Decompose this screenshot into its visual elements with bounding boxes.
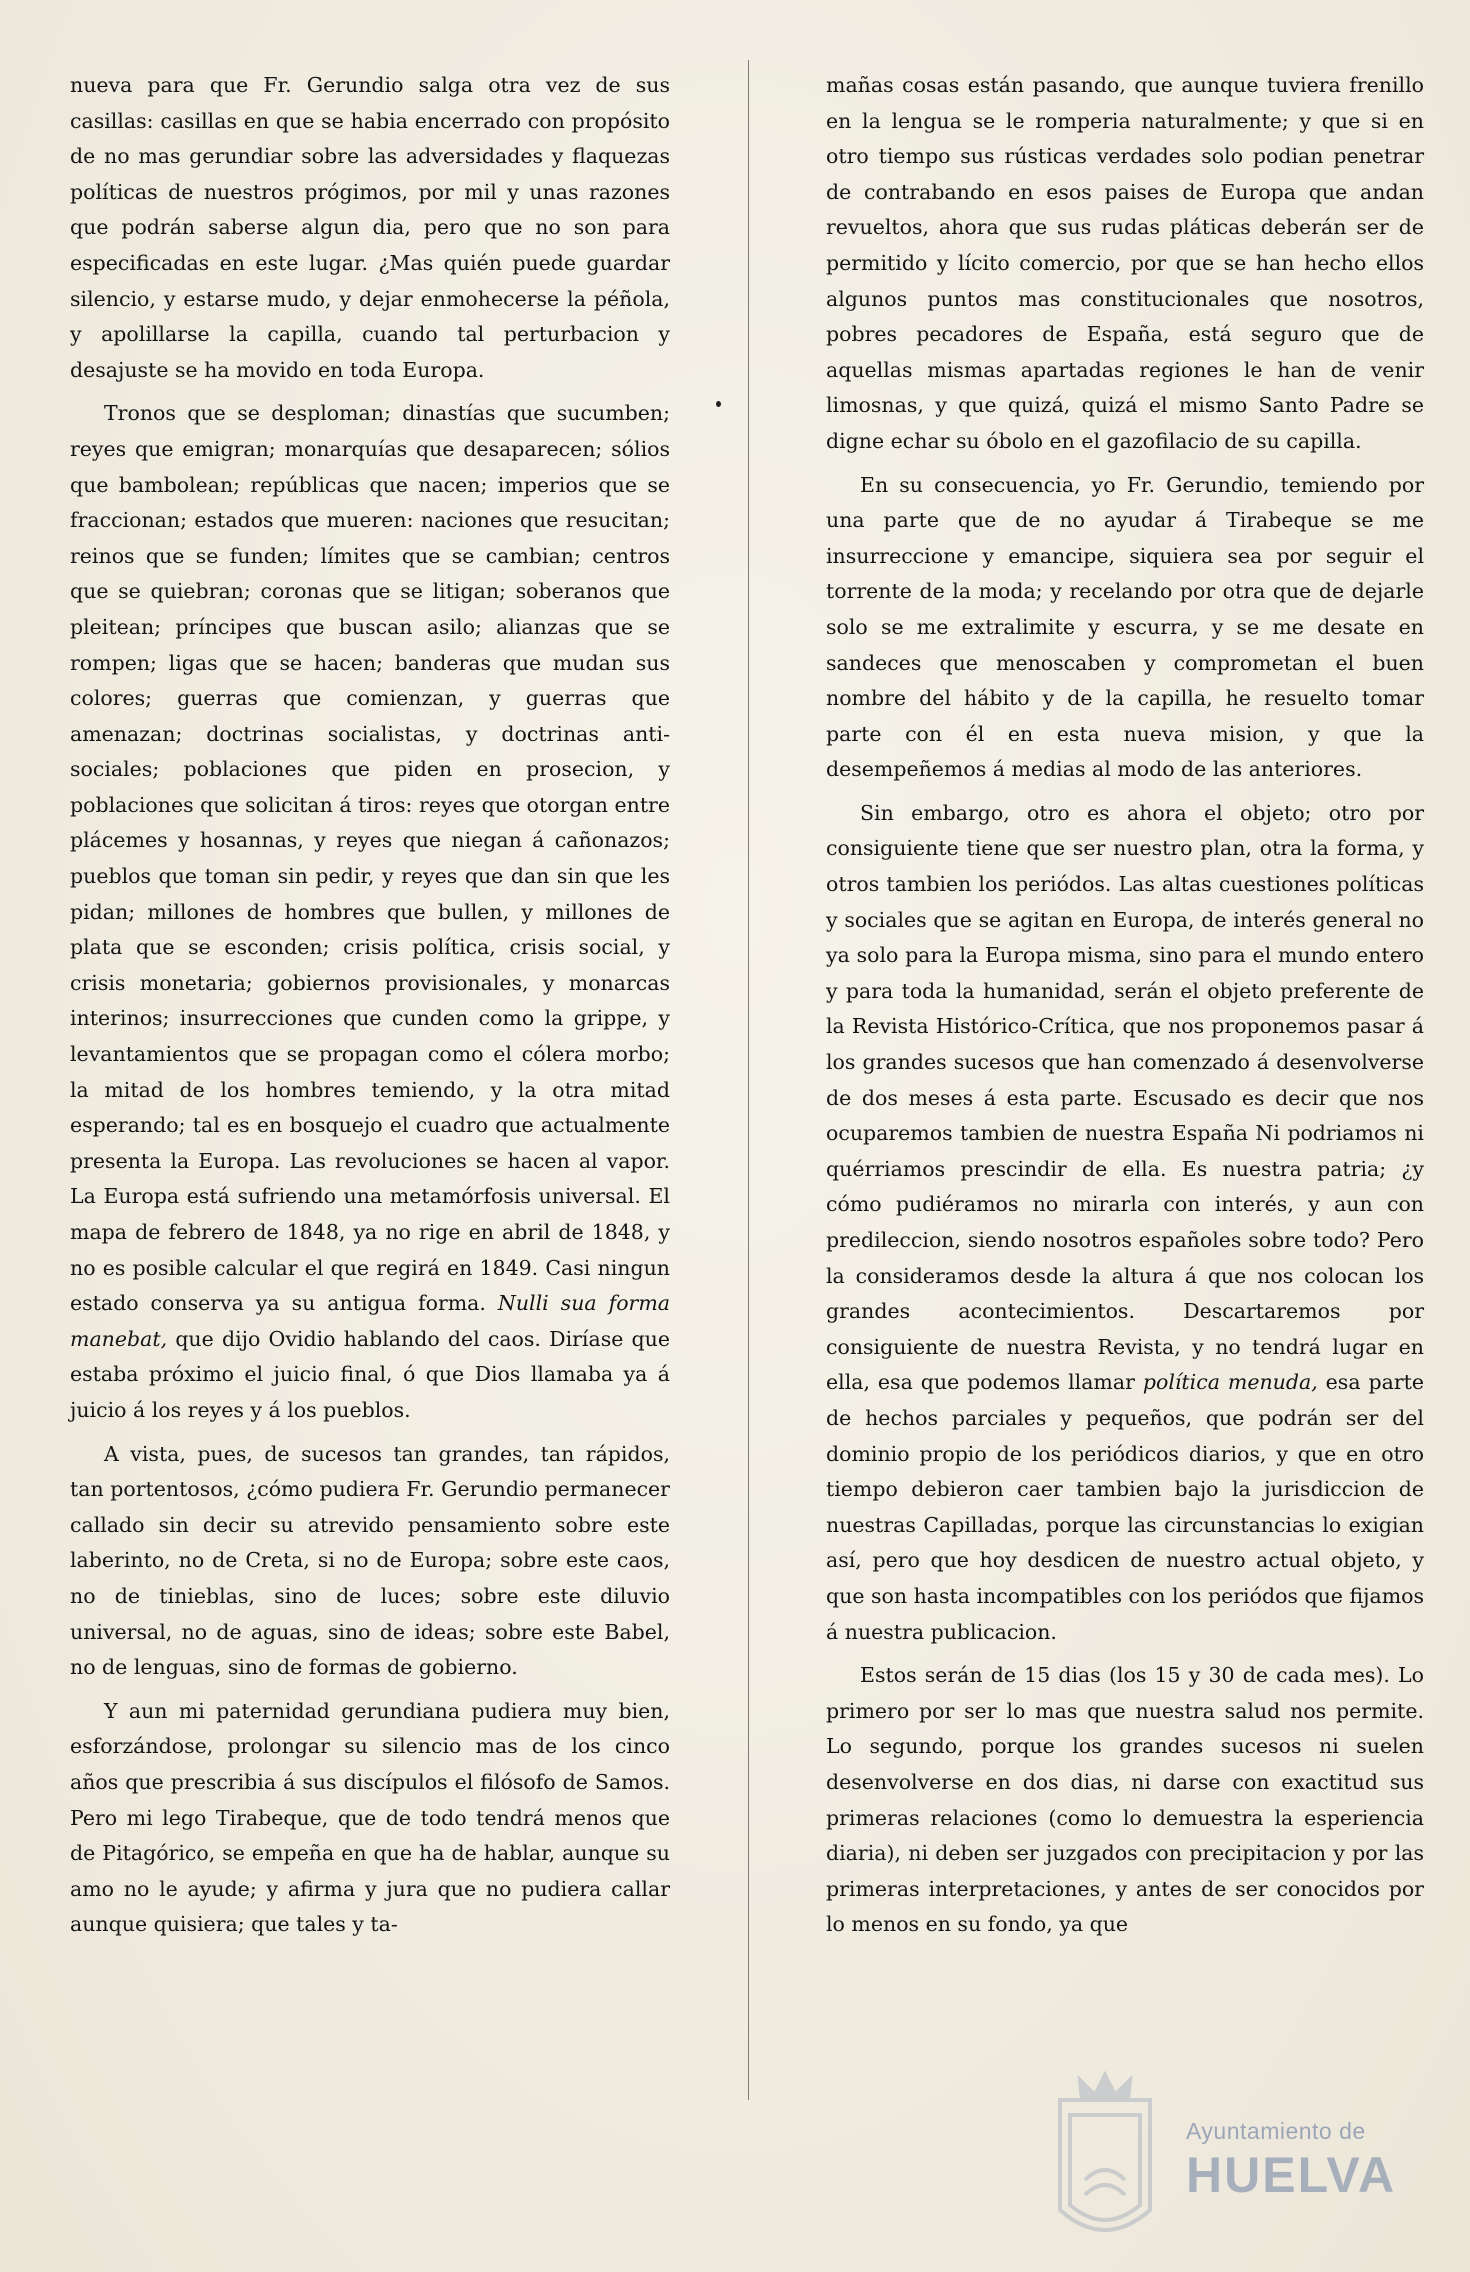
right-paragraph-1: mañas cosas están pasando, que aunque tuviera frenillo en la lengua se le romperia naturalmente; y que si en otro tiempo sus rústicas verdades solo podian penetrar de contrabando en esos paises de Europa que andan revueltos, ahora que sus rudas pláticas deberán ser de permitido y lícito comercio, por que se han hecho ellos algunos puntos mas constitucionales que nosotros, pobres pecadores de España, está seguro que de aquellas mismas apartadas regiones le han de venir limosnas, y que quizá, quizá el mismo Santo Padre se digne echar su óbolo en el gazofilacio de su capilla. [826, 73, 1424, 453]
left-column [70, 68, 670, 1951]
right-column [826, 68, 1424, 1951]
latin-quote: Nulli sua forma manebat, [70, 1291, 670, 1351]
right-paragraph-2: En su consecuencia, yo Fr. Gerundio, temiendo por una parte que de no ayudar á Tirabeque se me insurreccione y emancipe, siquiera sea por seguir el torrente de la moda; y recelando por otra que de dejarle solo se me extralimite y escurra, y se me desate en sandeces que menoscaben y comprometan el buen nombre del hábito y de la capilla, he resuelto tomar parte con él en esta nueva mision, y que la desempeñemos á medias al modo de las anteriores. [826, 472, 1424, 782]
ink-dot [716, 401, 721, 407]
column-divider [748, 60, 749, 2100]
watermark-line-1: Ayuntamiento de [1186, 2118, 1366, 2144]
right-paragraph-3: Sin embargo, otro es ahora el objeto; otro por consiguiente tiene que ser nuestro plan, otra la forma, y otros tambien los periódos. Las altas cuestiones políticas y sociales que se agitan en Europa, de interés general no ya solo para la Europa misma, sino para el mundo entero y para toda la humanidad, serán el objeto preferente de la Revista Histórico-Crítica, que nos proponemos pasar á los grandes sucesos que han comenzado á desenvolverse de dos meses á esta parte. Escusado es decir que nos ocuparemos tambien de nuestra España Ni podriamos ni quérriamos prescindir de ella. Es nuestra patria; ¿y cómo pudiéramos no mirarla con interés, y aun con predileccion, siendo nosotros españoles sobre todo? Pero la consideramos desde la altura á que nos colocan los grandes acontecimientos. Descartaremos por consiguiente de nuestra Revista, y no tendrá lugar en ella, esa que podemos llamar política menuda, esa parte de hechos parciales y pequeños, que podrán ser del dominio propio de los periódicos diarios, y que en otro tiempo debieron caer tambien bajo la jurisdiccion de nuestras Capilladas, porque las circunstancias lo exigian así, pero que hoy desdicen de nuestro actual objeto, y que son hasta incompatibles con los periódos que fijamos á nuestra publicacion. [826, 800, 1425, 1644]
right-paragraph-4: Estos serán de 15 dias (los 15 y 30 de cada mes). Lo primero por ser lo mas que nuestra salud nos permite. Lo segundo, porque los grandes sucesos ni suelen desenvolverse en dos dias, ni darse con exactitud sus primeras relaciones (como lo demuestra la esperiencia diaria), ni deben ser juzgados con precipitacion y por las primeras interpretaciones, y antes de ser conocidos por lo menos en su fondo, ya que [826, 1663, 1424, 1937]
left-paragraph-2: Tronos que se desploman; dinastías que sucumben; reyes que emigran; monarquías que desaparecen; sólios que bambolean; repúblicas que nacen; imperios que se fraccionan; estados que mueren: naciones que resucitan; reinos que se funden; límites que se cambian; centros que se quiebran; coronas que se litigan; soberanos que pleitean; príncipes que buscan asilo; alianzas que se rompen; ligas que se hacen; banderas que mudan sus colores; guerras que comienzan, y guerras que amenazan; doctrinas socialistas, y doctrinas anti-sociales; poblaciones que piden en prosecion, y poblaciones que solicitan á tiros: reyes que otorgan entre plácemes y hosannas, y reyes que niegan á cañonazos; pueblos que toman sin pedir, y reyes que dan sin que les pidan; millones de hombres que bullen, y millones de plata que se esconden; crisis política, crisis social, y crisis monetaria; gobiernos provisionales, y monarcas interinos; insurrecciones que cunden como la grippe, y levantamientos que se propagan como el cólera morbo; la mitad de los hombres temiendo, y la otra mitad esperando; tal es en bosquejo el cuadro que actualmente presenta la Europa. Las revoluciones se hacen al vapor. La Europa está sufriendo una metamórfosis universal. El mapa de febrero de 1848, ya no rige en abril de 1848, y no es posible calcular el que regirá en 1849. Casi ningun estado conserva ya su antigua forma. Nulli sua forma manebat, que dijo Ovidio hablando del caos. Diríase que estaba próximo el juicio final, ó que Dios llamaba ya á juicio á los reyes y á los pueblos. [70, 401, 670, 1422]
italic-phrase: política menuda, [1142, 1370, 1318, 1395]
left-paragraph-1: nueva para que Fr. Gerundio salga otra vez de sus casillas: casillas en que se habia encerrado con propósito de no mas gerundiar sobre las adversidades y flaquezas políticas de nuestros prógimos, por mil y unas razones que podrán saberse algun dia, pero que no son para especificadas en este lugar. ¿Mas quién puede guardar silencio, y estarse mudo, y dejar enmohecerse la péñola, y apolillarse la capilla, cuando tal perturbacion y desajuste se ha movido en toda Europa. [70, 73, 670, 382]
watermark-line-2: HUELVA [1186, 2147, 1397, 2203]
left-paragraph-3: A vista, pues, de sucesos tan grandes, tan rápidos, tan portentosos, ¿cómo pudiera Fr. Gerundio permanecer callado sin decir su atrevido pensamiento sobre este laberinto, no de Creta, si no de Europa; sobre este caos, no de tinieblas, sino de luces; sobre este diluvio universal, no de aguas, sino de ideas; sobre este Babel, no de lenguas, sino de formas de gobierno. [70, 1441, 670, 1680]
left-paragraph-4: Y aun mi paternidad gerundiana pudiera muy bien, esforzándose, prolongar su silencio mas de los cinco años que prescribia á sus discípulos el filósofo de Samos. Pero mi lego Tirabeque, que de todo tendrá menos que de Pitagórico, se empeña en que ha de hablar, aunque su amo no le ayude; y afirma y jura que no pudiera callar aunque quisiera; que tales y ta- [70, 1698, 670, 1937]
